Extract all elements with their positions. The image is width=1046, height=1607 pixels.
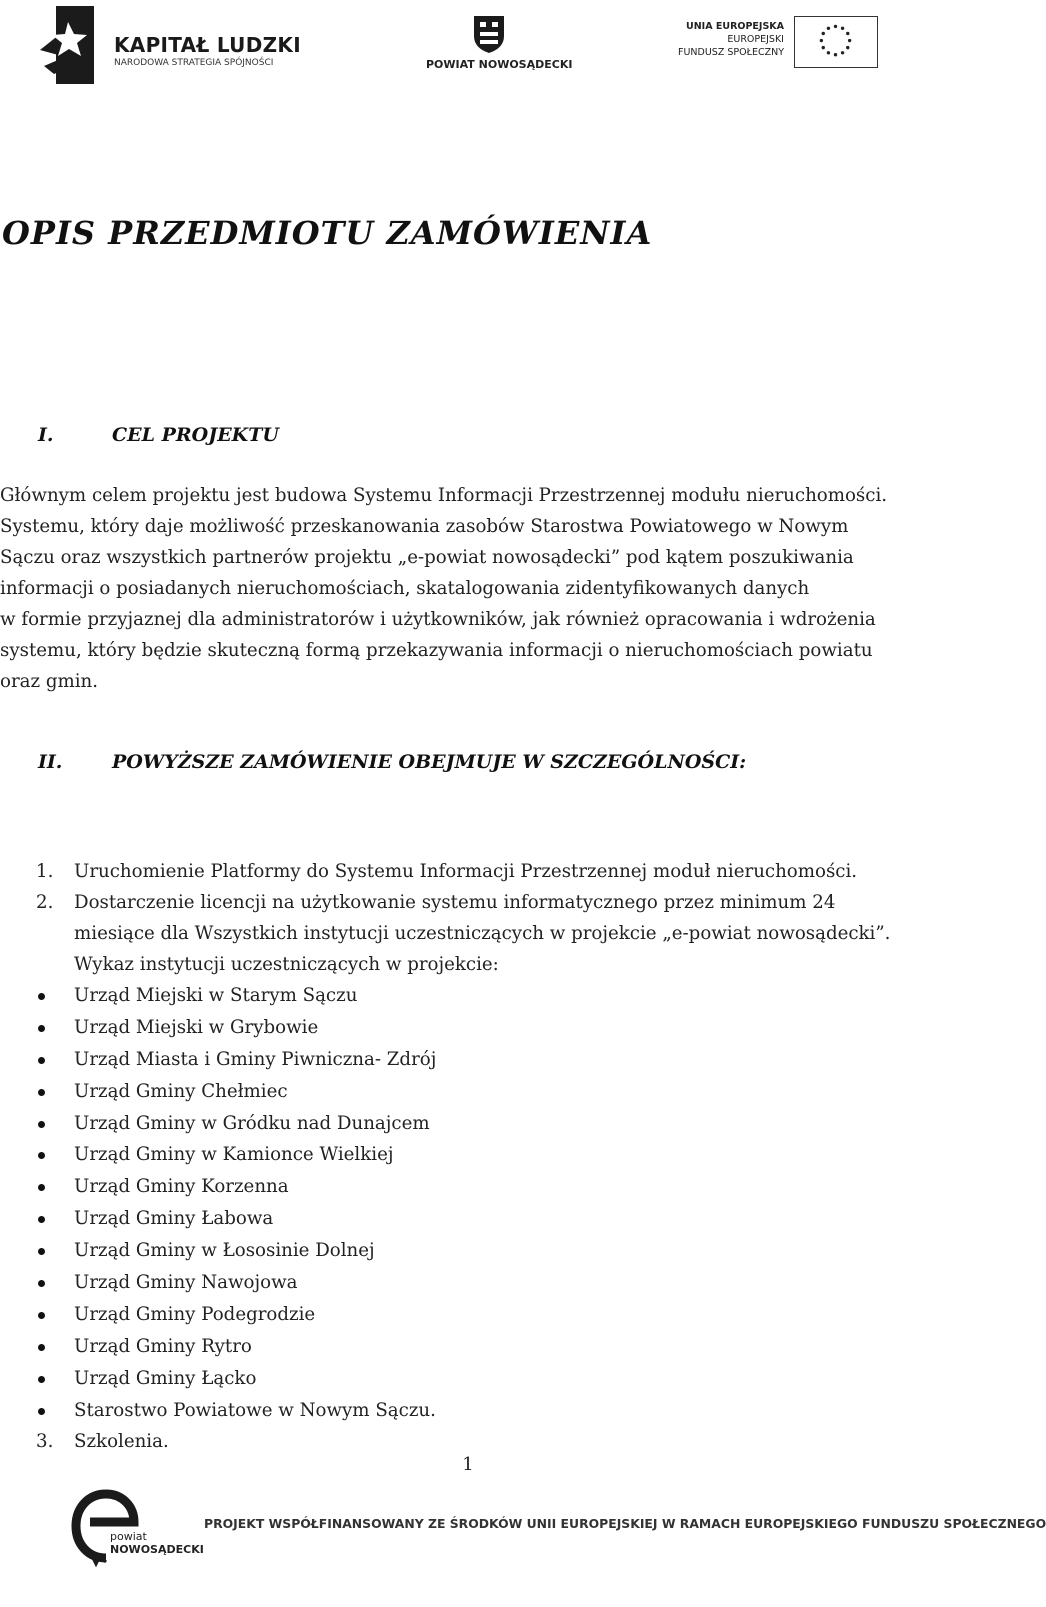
bullet-icon (38, 1248, 45, 1255)
section-1-number: I. (38, 424, 54, 446)
footer (0, 1480, 1046, 1607)
institution-item (0, 1203, 950, 1235)
institution-item (0, 1267, 950, 1299)
logo-kapital-tagline: NARODOWA STRATEGIA SPÓJNOŚCI (114, 58, 274, 68)
logo-unia-europejska (678, 14, 878, 72)
institution-item (0, 1235, 950, 1267)
numbered-list (0, 856, 950, 1457)
paragraph-line: Sączu oraz wszystkich partnerów projektu „e-powiat nowosądecki” pod kątem poszukiwania (0, 547, 854, 568)
bullet-icon (38, 1280, 45, 1287)
bullet-icon (38, 993, 45, 1000)
list-item-text: Wykaz instytucji uczestniczących w projekcie: (74, 954, 499, 975)
logo-ue-line3: FUNDUSZ SPOŁECZNY (678, 47, 784, 58)
paragraph-line: Głównym celem projektu jest budowa Systemu Informacji Przestrzennej modułu nieruchomości. (0, 485, 888, 506)
institution-item (0, 1108, 950, 1140)
list-item-text: Dostarczenie licencji na użytkowanie systemu informatycznego przez minimum 24 (74, 892, 836, 913)
institution-item (0, 1299, 950, 1331)
list-item (0, 887, 950, 980)
bullet-icon (38, 1408, 45, 1415)
institution-name: Urząd Gminy Podegrodzie (74, 1303, 316, 1325)
institution-name: Urząd Miasta i Gminy Piwniczna- Zdrój (74, 1048, 437, 1070)
institution-name: Urząd Gminy w Łososinie Dolnej (74, 1240, 375, 1262)
section-2-number: II. (38, 751, 63, 773)
section-2-title: POWYŻSZE ZAMÓWIENIE OBEJMUJE W SZCZEGÓLNOŚCI: (112, 751, 747, 773)
institutions-list (0, 980, 950, 1426)
list-item-number: 2. (36, 892, 54, 913)
page-number: 1 (462, 1454, 474, 1475)
eu-flag-icon (794, 16, 878, 68)
list-item-text: Szkolenia. (74, 1431, 169, 1453)
bullet-icon (38, 1121, 45, 1128)
logo-powiat-nowosadecki (426, 14, 573, 74)
institution-item (0, 1171, 950, 1203)
institution-name: Urząd Miejski w Grybowie (74, 1016, 319, 1038)
paragraph-line: informacji o posiadanych nieruchomościach, skatalogowania zidentyfikowanych danych (0, 578, 810, 599)
institution-name: Urząd Miejski w Starym Sączu (74, 985, 358, 1006)
institution-name: Urząd Gminy Chełmiec (74, 1080, 288, 1102)
institution-name: Urząd Gminy Korzenna (74, 1176, 289, 1198)
logo-e-powiat-line1: powiat (110, 1530, 147, 1543)
paragraph-line: w formie przyjaznej dla administratorów i użytkowników, jak również opracowania i wdrożenia (0, 609, 876, 630)
institution-name: Urząd Gminy Łabowa (74, 1208, 274, 1230)
bullet-icon (38, 1057, 45, 1064)
list-item (0, 1426, 950, 1457)
kapital-ludzki-mark-icon (38, 4, 100, 86)
institution-name: Urząd Gminy w Gródku nad Dunajcem (74, 1112, 430, 1134)
institution-item (0, 1044, 950, 1076)
institution-name: Urząd Gminy Rytro (74, 1335, 252, 1357)
list-item-number: 1. (36, 861, 54, 882)
list-item-text: miesiące dla Wszystkich instytucji uczestniczących w projekcie „e-powiat nowosądecki”. (74, 923, 891, 944)
logo-ue-text (678, 20, 784, 59)
logo-ue-line2: EUROPEJSKI (727, 34, 784, 45)
institution-item (0, 1139, 950, 1171)
institution-item (0, 980, 950, 1012)
paragraph-line: systemu, który będzie skuteczną formą przekazywania informacji o nieruchomościach powiatu (0, 640, 873, 661)
institution-item (0, 1395, 950, 1427)
logo-kapital-ludzki (38, 4, 338, 88)
section-1-title: CEL PROJEKTU (112, 424, 279, 446)
institution-name: Urząd Gminy Nawojowa (74, 1272, 298, 1294)
institution-item (0, 1012, 950, 1044)
bullet-icon (38, 1025, 45, 1032)
header-logos (0, 0, 960, 100)
logo-powiat-name: POWIAT NOWOSĄDECKI (426, 58, 573, 71)
list-item-text: Uruchomienie Platformy do Systemu Informacji Przestrzennej moduł nieruchomości. (74, 861, 858, 882)
institution-name: Urząd Gminy Łącko (74, 1367, 257, 1389)
list-item-number: 3. (36, 1431, 54, 1453)
bullet-icon (38, 1089, 45, 1096)
institution-item (0, 1076, 950, 1108)
section-1-paragraph (0, 480, 940, 697)
document-title: OPIS PRZEDMIOTU ZAMÓWIENIA (2, 214, 653, 252)
logo-kapital-name: KAPITAŁ LUDZKI (114, 33, 301, 57)
paragraph-line: oraz gmin. (0, 671, 99, 692)
bullet-icon (38, 1152, 45, 1159)
bullet-icon (38, 1376, 45, 1383)
institution-name: Starostwo Powiatowe w Nowym Sączu. (74, 1399, 436, 1421)
logo-ue-line1: UNIA EUROPEJSKA (686, 21, 784, 32)
bullet-icon (38, 1312, 45, 1319)
bullet-icon (38, 1216, 45, 1223)
eu-stars-icon (795, 17, 876, 66)
coat-of-arms-icon (472, 14, 506, 54)
bullet-icon (38, 1184, 45, 1191)
institution-item (0, 1331, 950, 1363)
logo-e-powiat (70, 1486, 204, 1566)
logo-e-powiat-line2: NOWOSĄDECKI (110, 1543, 204, 1556)
paragraph-line: Systemu, który daje możliwość przeskanowania zasobów Starostwa Powiatowego w Nowym (0, 516, 849, 537)
bullet-icon (38, 1344, 45, 1351)
list-item (0, 856, 950, 887)
institution-item (0, 1363, 950, 1395)
cofinancing-note: PROJEKT WSPÓŁFINANSOWANY ZE ŚRODKÓW UNII EUROPEJSKIEJ W RAMACH EUROPEJSKIEGO FUNDUSZU SPOŁECZNEGO (204, 1516, 1046, 1531)
institution-name: Urząd Gminy w Kamionce Wielkiej (74, 1144, 394, 1166)
